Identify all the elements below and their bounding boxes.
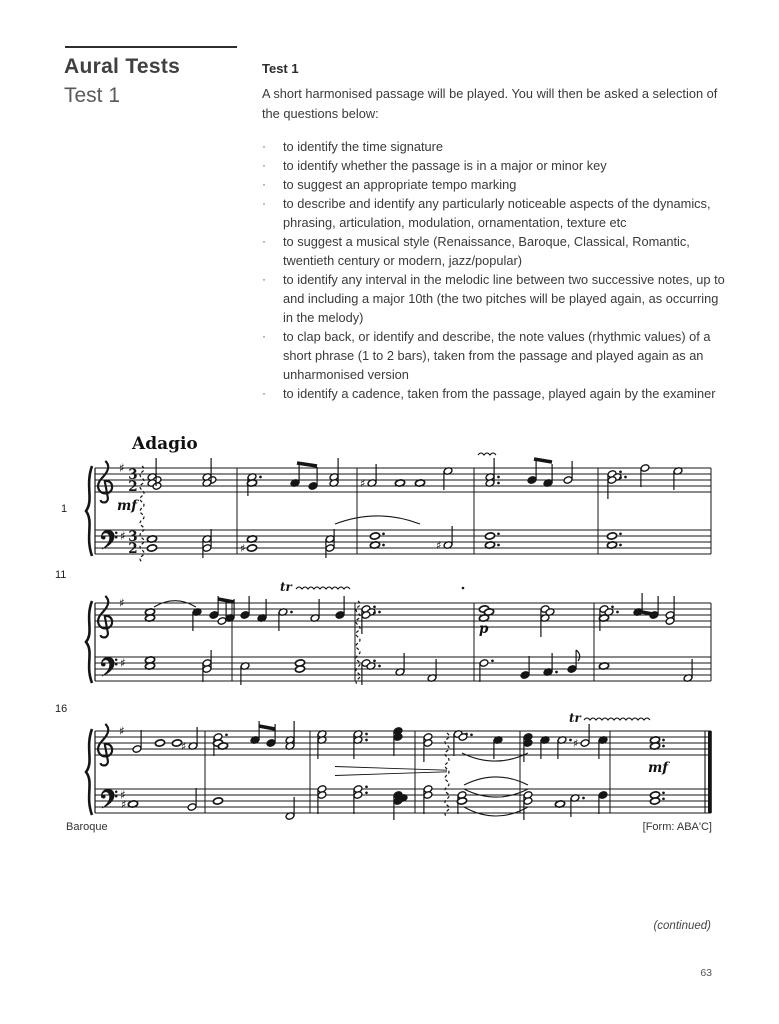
bullet-text: to identify any interval in the melodic line between two successive notes, up to and including a major 10th (the two pitches will be played again, as occurring in the melody): [283, 272, 725, 325]
svg-text:♯: ♯: [120, 656, 126, 670]
svg-text:♯: ♯: [120, 788, 126, 802]
continued-label: (continued): [653, 920, 711, 932]
svg-text:2: 2: [128, 479, 138, 495]
svg-text:♯: ♯: [573, 736, 579, 750]
svg-text:2: 2: [128, 541, 138, 557]
bullet-text: to identify whether the passage is in a major or minor key: [283, 158, 607, 173]
svg-text:♯: ♯: [120, 529, 126, 543]
svg-text:♯: ♯: [360, 476, 366, 490]
bullet-dot-icon: ·: [262, 196, 266, 210]
bar-number-1: 1: [61, 503, 68, 515]
dynamic-mf-1: mf: [117, 498, 138, 514]
bullet-dot-icon: ·: [262, 177, 266, 191]
bullet-text: to identify the time signature: [283, 139, 444, 154]
dynamic-mf-2: mf: [648, 760, 669, 776]
svg-text:♯: ♯: [119, 461, 125, 475]
bar-number-11: 11: [55, 569, 67, 581]
bullet-dot-icon: ·: [262, 139, 266, 153]
bullet-dot-icon: ·: [262, 158, 266, 172]
bullet-dot-icon: ·: [262, 234, 266, 248]
svg-text:♯: ♯: [436, 538, 442, 552]
svg-text:♯: ♯: [240, 541, 246, 555]
dynamic-p: p: [479, 621, 489, 637]
page-title: Aural Tests: [64, 55, 181, 78]
bullet-dot-icon: ·: [262, 386, 266, 400]
page-number: 63: [700, 967, 712, 979]
tempo-marking: Adagio: [132, 434, 198, 454]
bullet-dot-icon: ·: [262, 329, 266, 343]
bullet-text: to suggest a musical style (Renaissance, Baroque, Classical, Romantic, twentieth century or modern, jazz/popular): [283, 234, 690, 268]
bar-number-16: 16: [55, 703, 68, 715]
svg-text:♯: ♯: [121, 797, 127, 811]
bullet-text: to clap back, or identify and describe, the note values (rhythmic values) of a short phrase (1 to 2 bars), taken from the passage and played again as an unharmonised version: [283, 329, 711, 382]
form-label: [Form: ABA'C]: [642, 821, 712, 833]
svg-text:♯: ♯: [181, 739, 187, 753]
bullet-text: to suggest an appropriate tempo marking: [283, 177, 517, 192]
page-subtitle: Test 1: [64, 84, 121, 107]
test-heading: Test 1: [262, 61, 299, 76]
trill-mark-1: tr: [280, 580, 292, 594]
trill-mark-2: tr: [569, 711, 581, 725]
svg-text:3: 3: [128, 529, 138, 545]
svg-text:♯: ♯: [119, 596, 125, 610]
bullet-text: to identify a cadence, taken from the passage, played again by the examiner: [283, 386, 716, 401]
svg-text:3: 3: [128, 467, 138, 483]
bullet-dot-icon: ·: [262, 272, 266, 286]
bullet-text: to describe and identify any particularly noticeable aspects of the dynamics, phrasing, articulation, modulation, ornamentation, texture etc: [283, 196, 711, 230]
style-label: Baroque: [66, 821, 108, 833]
svg-text:♯: ♯: [119, 724, 125, 738]
test-intro: A short harmonised passage will be played. You will then be asked a selection of the questions below:: [262, 86, 718, 121]
